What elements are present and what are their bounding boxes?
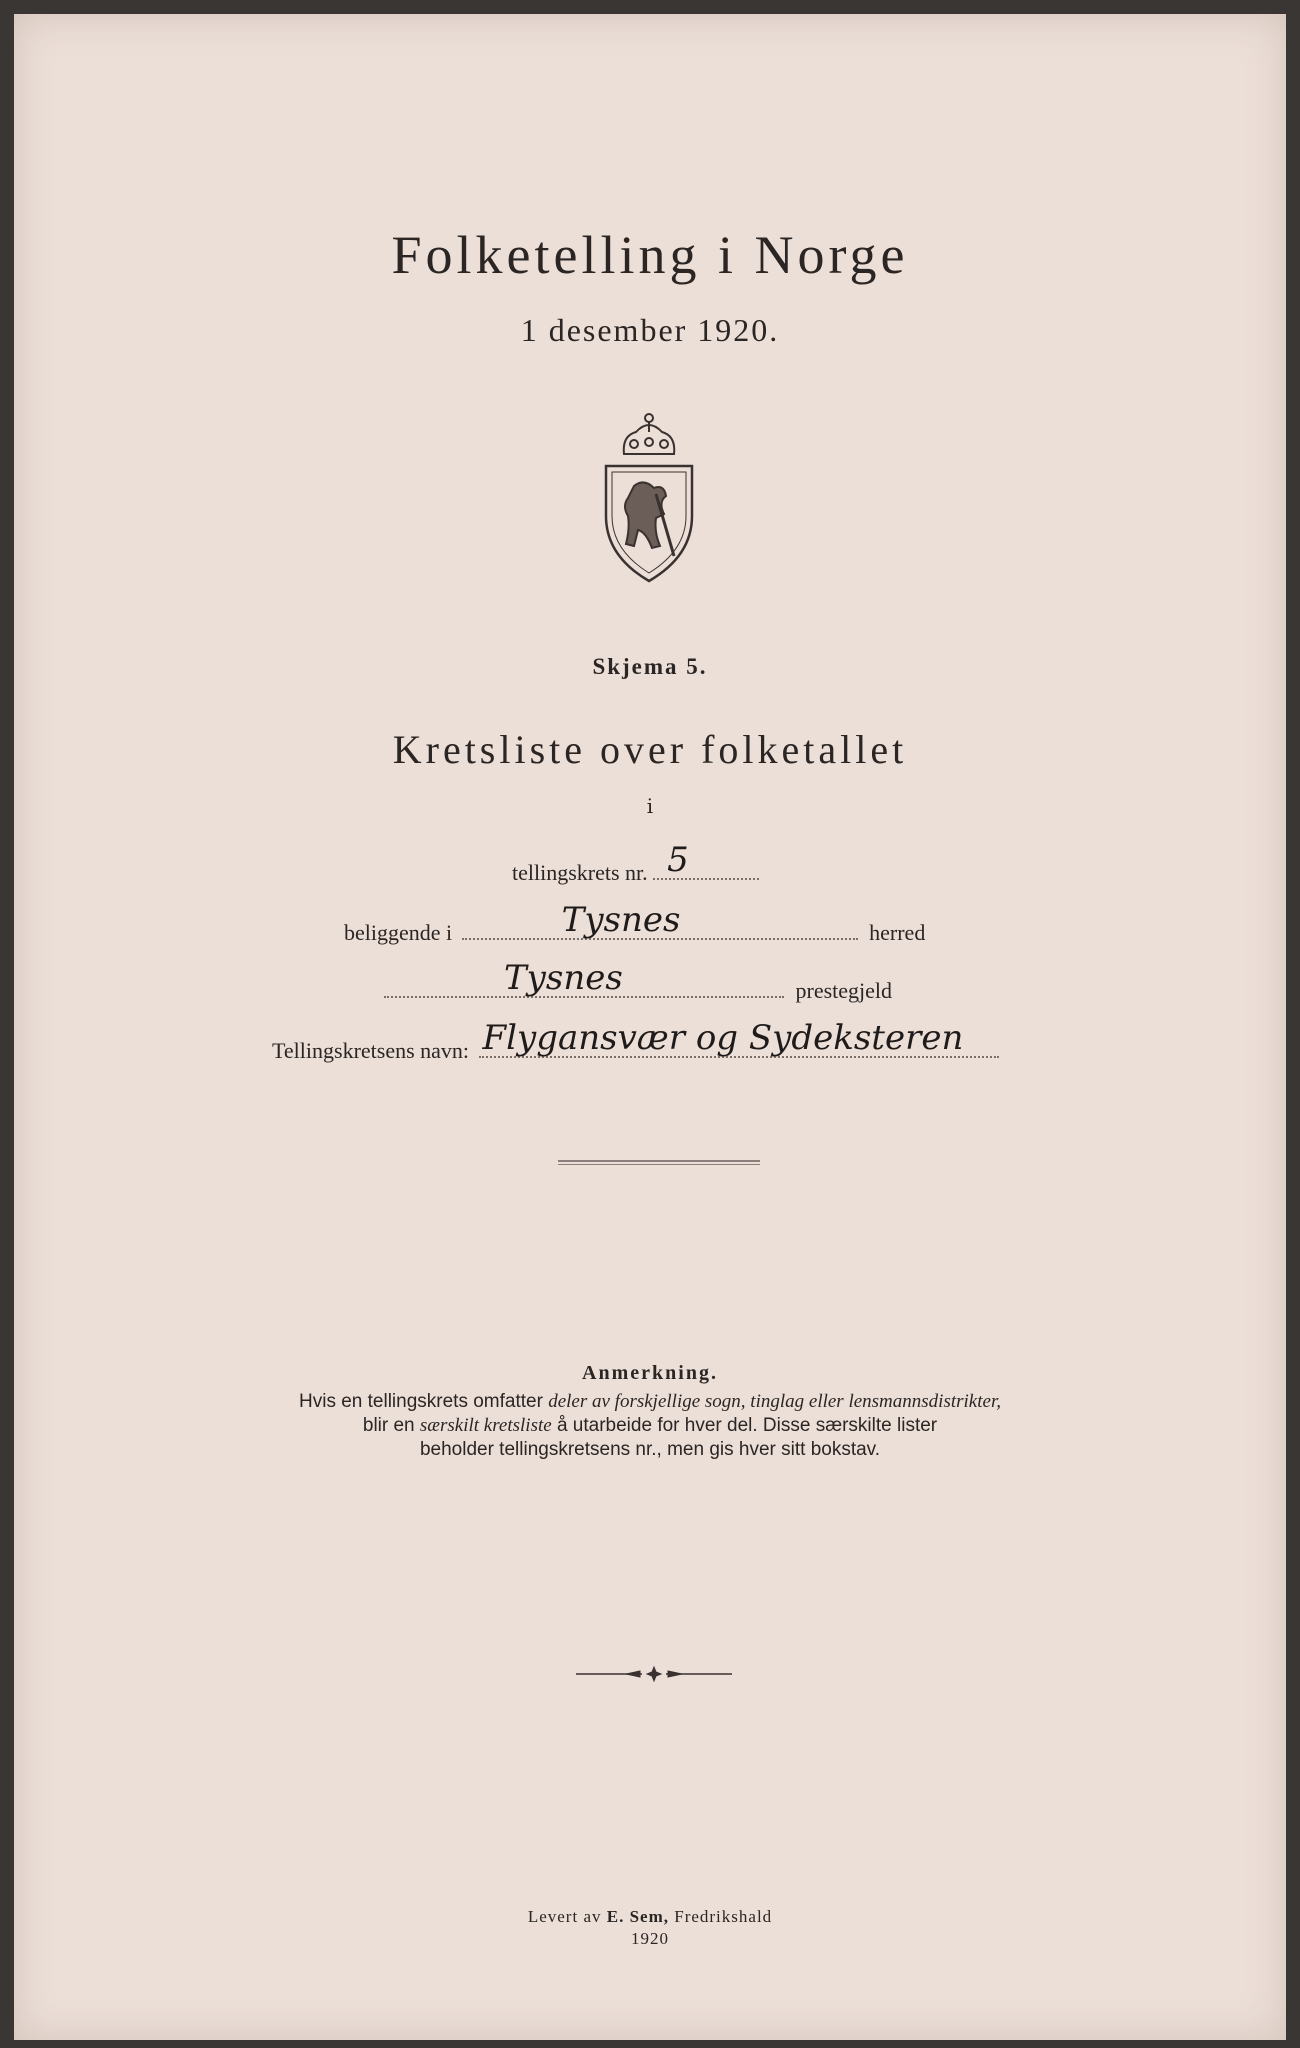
note-line-3: beholder tellingskretsens nr., men gis hver sitt bokstav. bbox=[419, 1439, 881, 1460]
note-line-1-emphasis: deler av forskjellige sogn, tinglag eller lensmannsdistrikter, bbox=[548, 1391, 1001, 1412]
heading-preposition: i bbox=[646, 794, 654, 818]
note-line-2-text-a: blir en bbox=[362, 1415, 420, 1436]
district-number-row bbox=[512, 840, 759, 886]
printer-year: 1920 bbox=[631, 1929, 669, 1948]
district-number-label: tellingskrets nr. bbox=[512, 860, 648, 885]
note-line-1 bbox=[14, 1390, 1286, 1414]
parish-field[interactable] bbox=[384, 958, 784, 998]
district-number-field[interactable] bbox=[653, 840, 759, 880]
section-divider bbox=[558, 1160, 760, 1165]
municipality-row bbox=[344, 900, 926, 946]
page-title: Folketelling i Norge bbox=[391, 225, 909, 285]
form-number: Skjema 5. bbox=[592, 654, 708, 679]
parish-value: Tysnes bbox=[504, 958, 623, 998]
municipality-prefix-label: beliggende i bbox=[344, 920, 453, 945]
district-name-field[interactable] bbox=[479, 1018, 999, 1058]
note-line-2 bbox=[14, 1414, 1286, 1438]
census-date: 1 desember 1920. bbox=[520, 312, 780, 348]
printer-prefix: Levert av bbox=[527, 1907, 607, 1926]
census-form-page bbox=[14, 14, 1286, 2040]
district-number-value: 5 bbox=[667, 840, 689, 880]
municipality-suffix-label: herred bbox=[869, 920, 926, 945]
parish-suffix-label: prestegjeld bbox=[795, 978, 893, 1003]
note-title: Anmerkning. bbox=[582, 1362, 718, 1384]
printer-credit bbox=[14, 1906, 1286, 1950]
parish-row bbox=[384, 958, 893, 1004]
ornament-divider-icon bbox=[574, 1664, 734, 1684]
district-name-value: Flygansvær og Sydeksteren bbox=[482, 1018, 964, 1058]
note-line-2-emphasis: særskilt kretsliste bbox=[419, 1415, 552, 1436]
norway-coat-of-arms-icon bbox=[594, 406, 704, 586]
note-line-2-text-b: å utarbeide for hver del. Disse særskilte lister bbox=[551, 1415, 938, 1436]
municipality-value: Tysnes bbox=[561, 900, 681, 940]
note-line-1-text: Hvis en tellingskrets omfatter bbox=[299, 1391, 549, 1412]
district-name-row bbox=[272, 1018, 999, 1064]
printer-line bbox=[14, 1906, 1286, 1928]
note-text bbox=[14, 1390, 1286, 1462]
printer-name: E. Sem, bbox=[606, 1907, 669, 1926]
printer-city: Fredrikshald bbox=[668, 1907, 773, 1926]
district-name-label: Tellingskretsens navn: bbox=[272, 1038, 470, 1063]
form-heading: Kretsliste over folketallet bbox=[392, 727, 908, 772]
municipality-field[interactable] bbox=[462, 900, 858, 940]
